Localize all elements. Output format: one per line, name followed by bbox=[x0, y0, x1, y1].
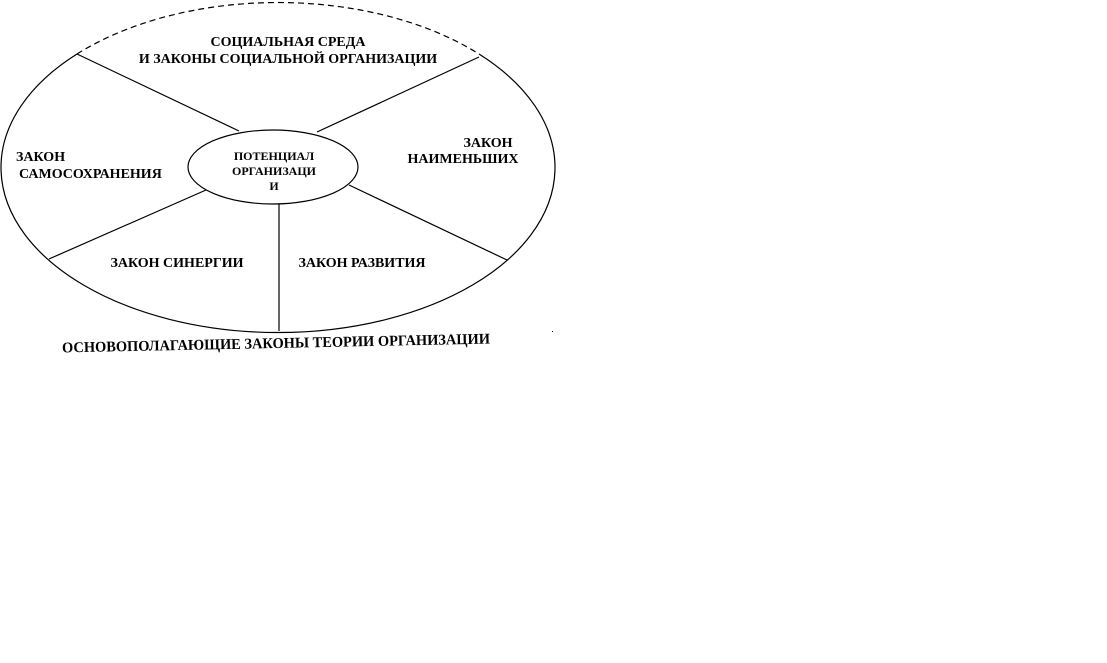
top-sector-label-line2: И ЗАКОНЫ СОЦИАЛЬНОЙ ОРГАНИЗАЦИИ bbox=[138, 52, 438, 67]
right-sector-label-line2: НАИМЕНЬШИХ bbox=[407, 152, 519, 167]
bottom-left-sector-label: ЗАКОН СИНЕРГИИ bbox=[110, 256, 244, 271]
left-sector-label-line2: САМОСОХРАНЕНИЯ bbox=[19, 167, 162, 182]
right-sector-label-line1: ЗАКОН bbox=[463, 136, 513, 151]
center-label-line3: И bbox=[269, 179, 279, 193]
divider-top-right bbox=[317, 57, 479, 132]
left-sector-label-line1: ЗАКОН bbox=[16, 150, 66, 165]
bottom-right-sector-label: ЗАКОН РАЗВИТИЯ bbox=[298, 256, 426, 271]
outer-ellipse-solid-arc bbox=[1, 54, 555, 333]
top-sector-label-line1: СОЦИАЛЬНАЯ СРЕДА bbox=[210, 35, 366, 50]
divider-bottom-left bbox=[49, 190, 206, 259]
stray-dot bbox=[552, 331, 553, 332]
center-label-line2: ОРГАНИЗАЦИ bbox=[232, 164, 316, 178]
center-label-line1: ПОТЕНЦИАЛ bbox=[233, 149, 315, 163]
divider-bottom-right bbox=[349, 185, 507, 260]
diagram-caption: ОСНОВОПОЛАГАЮЩИЕ ЗАКОНЫ ТЕОРИИ ОРГАНИЗАЦИИ bbox=[61, 331, 508, 357]
